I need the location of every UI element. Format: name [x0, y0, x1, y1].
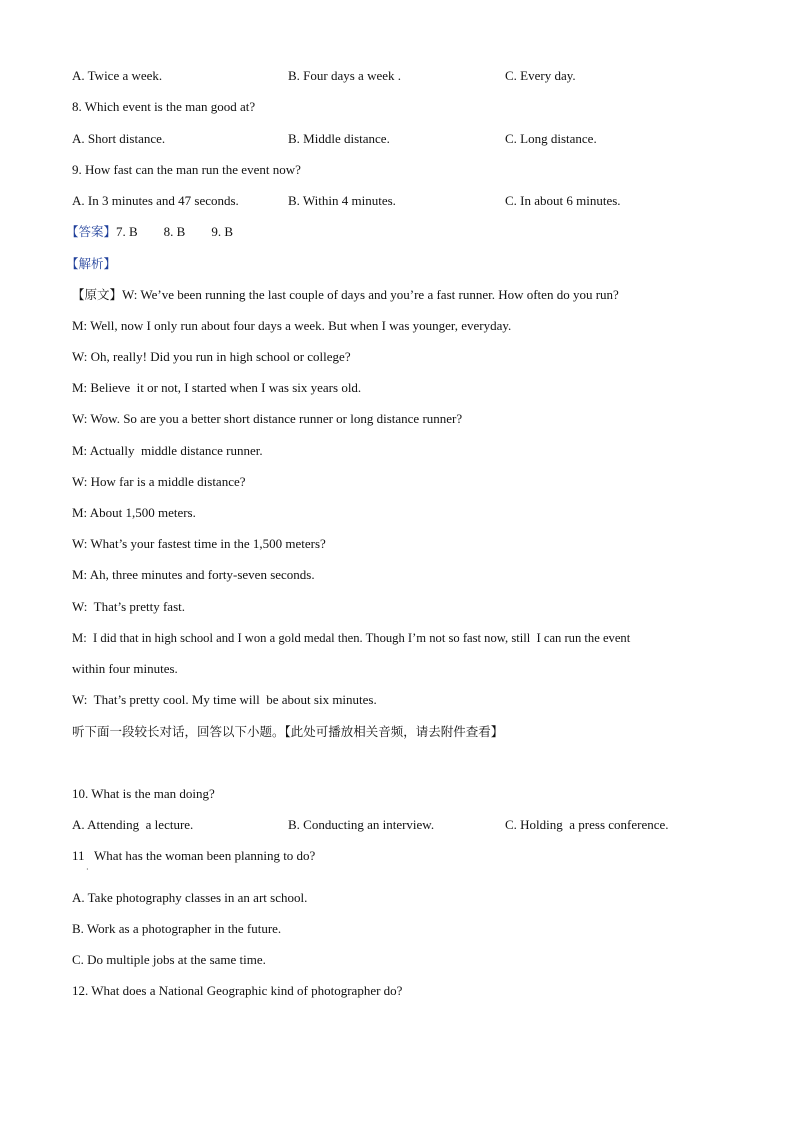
transcript-line-5: W: Wow. So are you a better short distance runner or long distance runner?: [72, 411, 463, 426]
answer-text: 7. B 8. B 9. B: [116, 224, 234, 239]
transcript-line-12: M: I did that in high school and I won a gold medal then. Though I’m not so fast now, still I can run the event: [72, 631, 631, 645]
q7-option-b: B. Four days a week .: [288, 68, 402, 83]
q8-question: 8. Which event is the man good at?: [72, 99, 256, 114]
transcript-line-6: M: Actually middle distance runner.: [72, 443, 263, 458]
q8-option-b: B. Middle distance.: [288, 131, 390, 146]
q9-option-a: A. In 3 minutes and 47 seconds.: [72, 193, 239, 208]
q9-question: 9. How fast can the man run the event now?: [72, 162, 301, 177]
q10-option-b: B. Conducting an interview.: [288, 817, 435, 832]
transcript-line-7: W: How far is a middle distance?: [72, 474, 246, 489]
q11-question: 11 What has the woman been planning to do?: [72, 848, 316, 863]
answer-tag: 【答案】: [66, 224, 117, 239]
q10-option-c: C. Holding a press conference.: [505, 817, 669, 832]
section-instruction: 听下面一段较长对话，回答以下小题。【此处可播放相关音频，请去附件查看】: [72, 724, 504, 739]
transcript-line-8: M: About 1,500 meters.: [72, 505, 196, 520]
q7-option-c: C. Every day.: [505, 68, 576, 83]
q11-option-a: A. Take photography classes in an art school.: [72, 890, 308, 905]
transcript-line-4: M: Believe it or not, I started when I was six years old.: [72, 380, 362, 395]
q11-dot: ·: [86, 865, 89, 874]
transcript-line-9: W: What’s your fastest time in the 1,500 meters?: [72, 536, 326, 551]
transcript-line-11: W: That’s pretty fast.: [72, 599, 186, 614]
q11-option-b: B. Work as a photographer in the future.: [72, 921, 282, 936]
transcript-line-13: within four minutes.: [72, 661, 178, 676]
answer-line: [66, 224, 233, 240]
q7-option-a: A. Twice a week.: [72, 68, 163, 83]
q9-option-c: C. In about 6 minutes.: [505, 193, 621, 208]
q8-option-c: C. Long distance.: [505, 131, 597, 146]
q10-question: 10. What is the man doing?: [72, 786, 215, 801]
transcript-tag: 【原文】: [72, 287, 123, 302]
transcript-text: W: We’ve been running the last couple of days and you’re a fast runner. How often do you run?: [122, 287, 619, 302]
q12-question: 12. What does a National Geographic kind of photographer do?: [72, 983, 403, 998]
q9-option-b: B. Within 4 minutes.: [288, 193, 396, 208]
q8-option-a: A. Short distance.: [72, 131, 166, 146]
transcript-line-3: W: Oh, really! Did you run in high school or college?: [72, 349, 351, 364]
transcript-line-10: M: Ah, three minutes and forty-seven seconds.: [72, 567, 315, 582]
transcript-line-2: M: Well, now I only run about four days a week. But when I was younger, everyday.: [72, 318, 512, 333]
q10-option-a: A. Attending a lecture.: [72, 817, 194, 832]
analysis-tag: 【解析】: [66, 256, 117, 271]
transcript-line-14: W: That’s pretty cool. My time will be about six minutes.: [72, 692, 377, 707]
q11-option-c: C. Do multiple jobs at the same time.: [72, 952, 266, 967]
transcript-line-1: [72, 287, 619, 303]
